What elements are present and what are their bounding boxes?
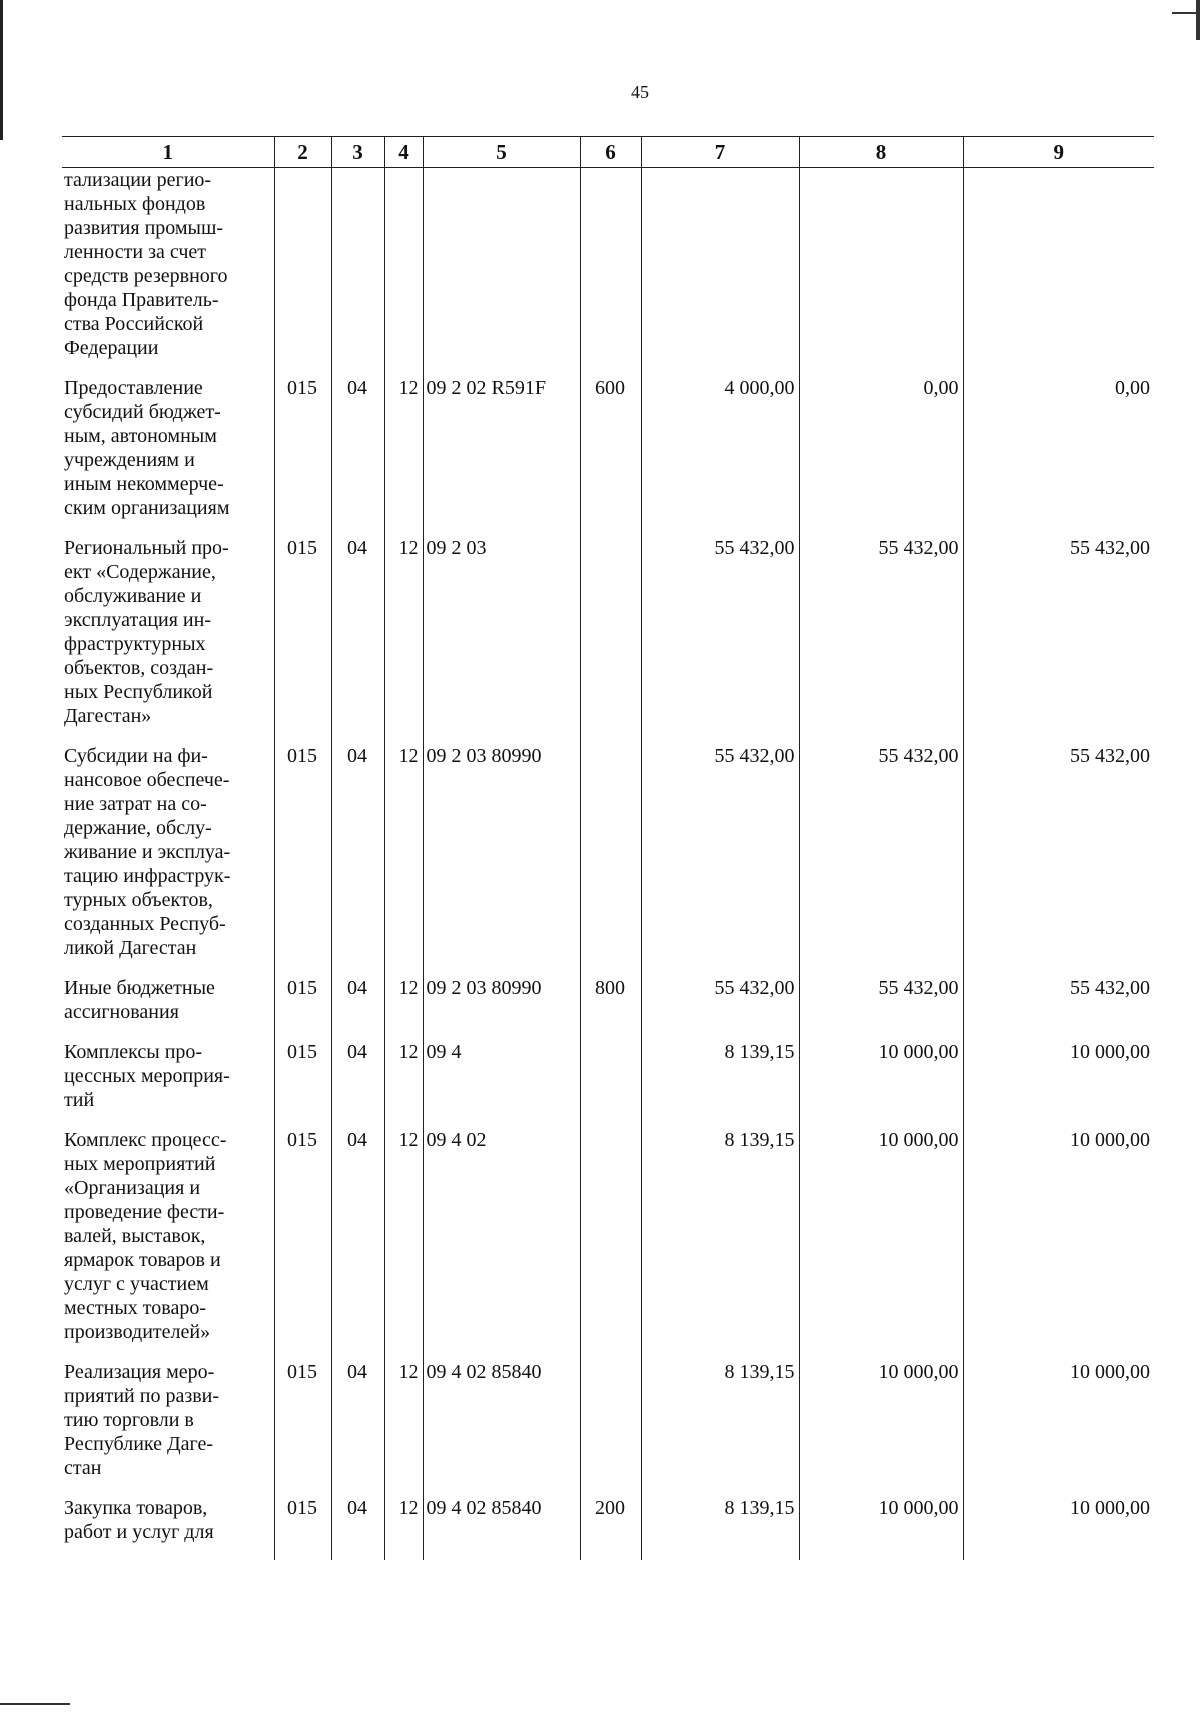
target-article-cell: 09 4 [423, 1040, 580, 1128]
column-header: 8 [799, 137, 963, 168]
column-header: 7 [641, 137, 799, 168]
target-article-cell: 09 4 02 [423, 1128, 580, 1360]
table-header-row [62, 137, 1154, 168]
expense-type-cell [580, 744, 641, 976]
target-article-cell: 09 4 02 85840 [423, 1360, 580, 1496]
amount-year3-cell: 55 432,00 [963, 976, 1154, 1040]
amount-year2-cell: 0,00 [799, 376, 963, 536]
subsection-code-cell: 12 [384, 536, 423, 744]
amount-year2-cell: 55 432,00 [799, 536, 963, 744]
expense-name-cell [62, 536, 274, 744]
table-row [62, 976, 1154, 1040]
target-article-cell: 09 2 02 R591F [423, 376, 580, 536]
table-row [62, 376, 1154, 536]
ministry-code-cell [274, 168, 331, 377]
column-header: 3 [331, 137, 384, 168]
table-row [62, 1040, 1154, 1128]
expense-type-cell [580, 536, 641, 744]
amount-year3-cell: 10 000,00 [963, 1360, 1154, 1496]
amount-year1-cell: 8 139,15 [641, 1128, 799, 1360]
ministry-code-cell: 015 [274, 976, 331, 1040]
section-code-cell: 04 [331, 376, 384, 536]
section-code-cell [331, 168, 384, 377]
column-header: 1 [62, 137, 274, 168]
subsection-code-cell: 12 [384, 1360, 423, 1496]
budget-table-container [62, 136, 1154, 1560]
column-header: 5 [423, 137, 580, 168]
ministry-code-cell: 015 [274, 1040, 331, 1128]
expense-type-cell [580, 1040, 641, 1128]
expense-name-cell [62, 1496, 274, 1560]
section-code-cell: 04 [331, 1040, 384, 1128]
expense-type-cell: 800 [580, 976, 641, 1040]
scan-corner-mark [1196, 0, 1200, 40]
ministry-code-cell: 015 [274, 1360, 331, 1496]
amount-year3-cell: 55 432,00 [963, 536, 1154, 744]
section-code-cell: 04 [331, 1496, 384, 1560]
subsection-code-cell: 12 [384, 1040, 423, 1128]
ministry-code-cell: 015 [274, 1496, 331, 1560]
column-header: 6 [580, 137, 641, 168]
expense-name-cell [62, 744, 274, 976]
amount-year1-cell: 4 000,00 [641, 376, 799, 536]
table-row [62, 536, 1154, 744]
amount-year2-cell [799, 168, 963, 377]
expense-name-cell [62, 1040, 274, 1128]
column-header: 2 [274, 137, 331, 168]
table-row [62, 168, 1154, 377]
table-row [62, 1360, 1154, 1496]
amount-year1-cell: 55 432,00 [641, 536, 799, 744]
table-row [62, 744, 1154, 976]
page-number: 45 [631, 82, 649, 102]
section-code-cell: 04 [331, 536, 384, 744]
ministry-code-cell: 015 [274, 536, 331, 744]
subsection-code-cell: 12 [384, 376, 423, 536]
ministry-code-cell: 015 [274, 744, 331, 976]
section-code-cell: 04 [331, 744, 384, 976]
expense-name-cell [62, 168, 274, 377]
expense-name-cell [62, 976, 274, 1040]
amount-year1-cell: 8 139,15 [641, 1496, 799, 1560]
target-article-cell: 09 4 02 85840 [423, 1496, 580, 1560]
subsection-code-cell: 12 [384, 744, 423, 976]
target-article-cell: 09 2 03 80990 [423, 976, 580, 1040]
amount-year3-cell: 55 432,00 [963, 744, 1154, 976]
expense-type-cell [580, 1360, 641, 1496]
expense-name-text: Комплексы про- цессных мероприя- тий [64, 1041, 230, 1111]
expense-name-cell [62, 1360, 274, 1496]
column-header: 4 [384, 137, 423, 168]
table-row [62, 1128, 1154, 1360]
expense-type-cell [580, 1128, 641, 1360]
section-code-cell: 04 [331, 1360, 384, 1496]
target-article-cell: 09 2 03 [423, 536, 580, 744]
expense-name-text: Региональный про- ект «Содержание, обслуживание и эксплуатация ин- фраструктурных объектов, создан- ных Республикой Дагестан» [64, 537, 229, 727]
expense-name-text: Предоставление субсидий бюджет- ным, автономным учреждениям и иным некоммерче- ским организациям [64, 377, 230, 519]
expense-type-cell [580, 168, 641, 377]
amount-year2-cell: 55 432,00 [799, 744, 963, 976]
ministry-code-cell: 015 [274, 1128, 331, 1360]
amount-year3-cell: 10 000,00 [963, 1496, 1154, 1560]
scan-edge-mark [0, 0, 3, 140]
expense-name-cell [62, 376, 274, 536]
amount-year2-cell: 55 432,00 [799, 976, 963, 1040]
expense-type-cell: 200 [580, 1496, 641, 1560]
section-code-cell: 04 [331, 976, 384, 1040]
amount-year3-cell [963, 168, 1154, 377]
table-row [62, 1496, 1154, 1560]
ministry-code-cell: 015 [274, 376, 331, 536]
budget-table [62, 136, 1154, 1560]
column-header: 9 [963, 137, 1154, 168]
expense-name-text: тализации регио- нальных фондов развития промыш- ленности за счет средств резервного фонда Правитель- ства Российской Федерации [64, 169, 228, 359]
amount-year1-cell: 55 432,00 [641, 744, 799, 976]
amount-year1-cell: 8 139,15 [641, 1040, 799, 1128]
subsection-code-cell: 12 [384, 1496, 423, 1560]
section-code-cell: 04 [331, 1128, 384, 1360]
subsection-code-cell [384, 168, 423, 377]
amount-year2-cell: 10 000,00 [799, 1496, 963, 1560]
amount-year1-cell: 55 432,00 [641, 976, 799, 1040]
table-body [62, 168, 1154, 1561]
amount-year3-cell: 10 000,00 [963, 1040, 1154, 1128]
target-article-cell [423, 168, 580, 377]
amount-year1-cell [641, 168, 799, 377]
amount-year1-cell: 8 139,15 [641, 1360, 799, 1496]
amount-year3-cell: 10 000,00 [963, 1128, 1154, 1360]
scan-edge-mark [0, 1703, 70, 1705]
expense-name-cell [62, 1128, 274, 1360]
subsection-code-cell: 12 [384, 1128, 423, 1360]
expense-name-text: Закупка товаров, работ и услуг для [64, 1497, 214, 1543]
amount-year3-cell: 0,00 [963, 376, 1154, 536]
amount-year2-cell: 10 000,00 [799, 1040, 963, 1128]
amount-year2-cell: 10 000,00 [799, 1128, 963, 1360]
expense-name-text: Субсидии на фи- нансовое обеспече- ние затрат на со- держание, обслу- живание и эксплуа- тацию инфраструк- турных объектов, созданных Респуб- ликой Дагестан [64, 745, 231, 959]
amount-year2-cell: 10 000,00 [799, 1360, 963, 1496]
expense-name-text: Комплекс процесс- ных мероприятий «Организация и проведение фести- валей, выставок, ярмарок товаров и услуг с участием местных товаро- производителей» [64, 1129, 227, 1343]
target-article-cell: 09 2 03 80990 [423, 744, 580, 976]
expense-name-text: Реализация меро- приятий по разви- тию торговли в Республике Даге- стан [64, 1361, 220, 1479]
expense-name-text: Иные бюджетные ассигнования [64, 977, 215, 1023]
subsection-code-cell: 12 [384, 976, 423, 1040]
expense-type-cell: 600 [580, 376, 641, 536]
